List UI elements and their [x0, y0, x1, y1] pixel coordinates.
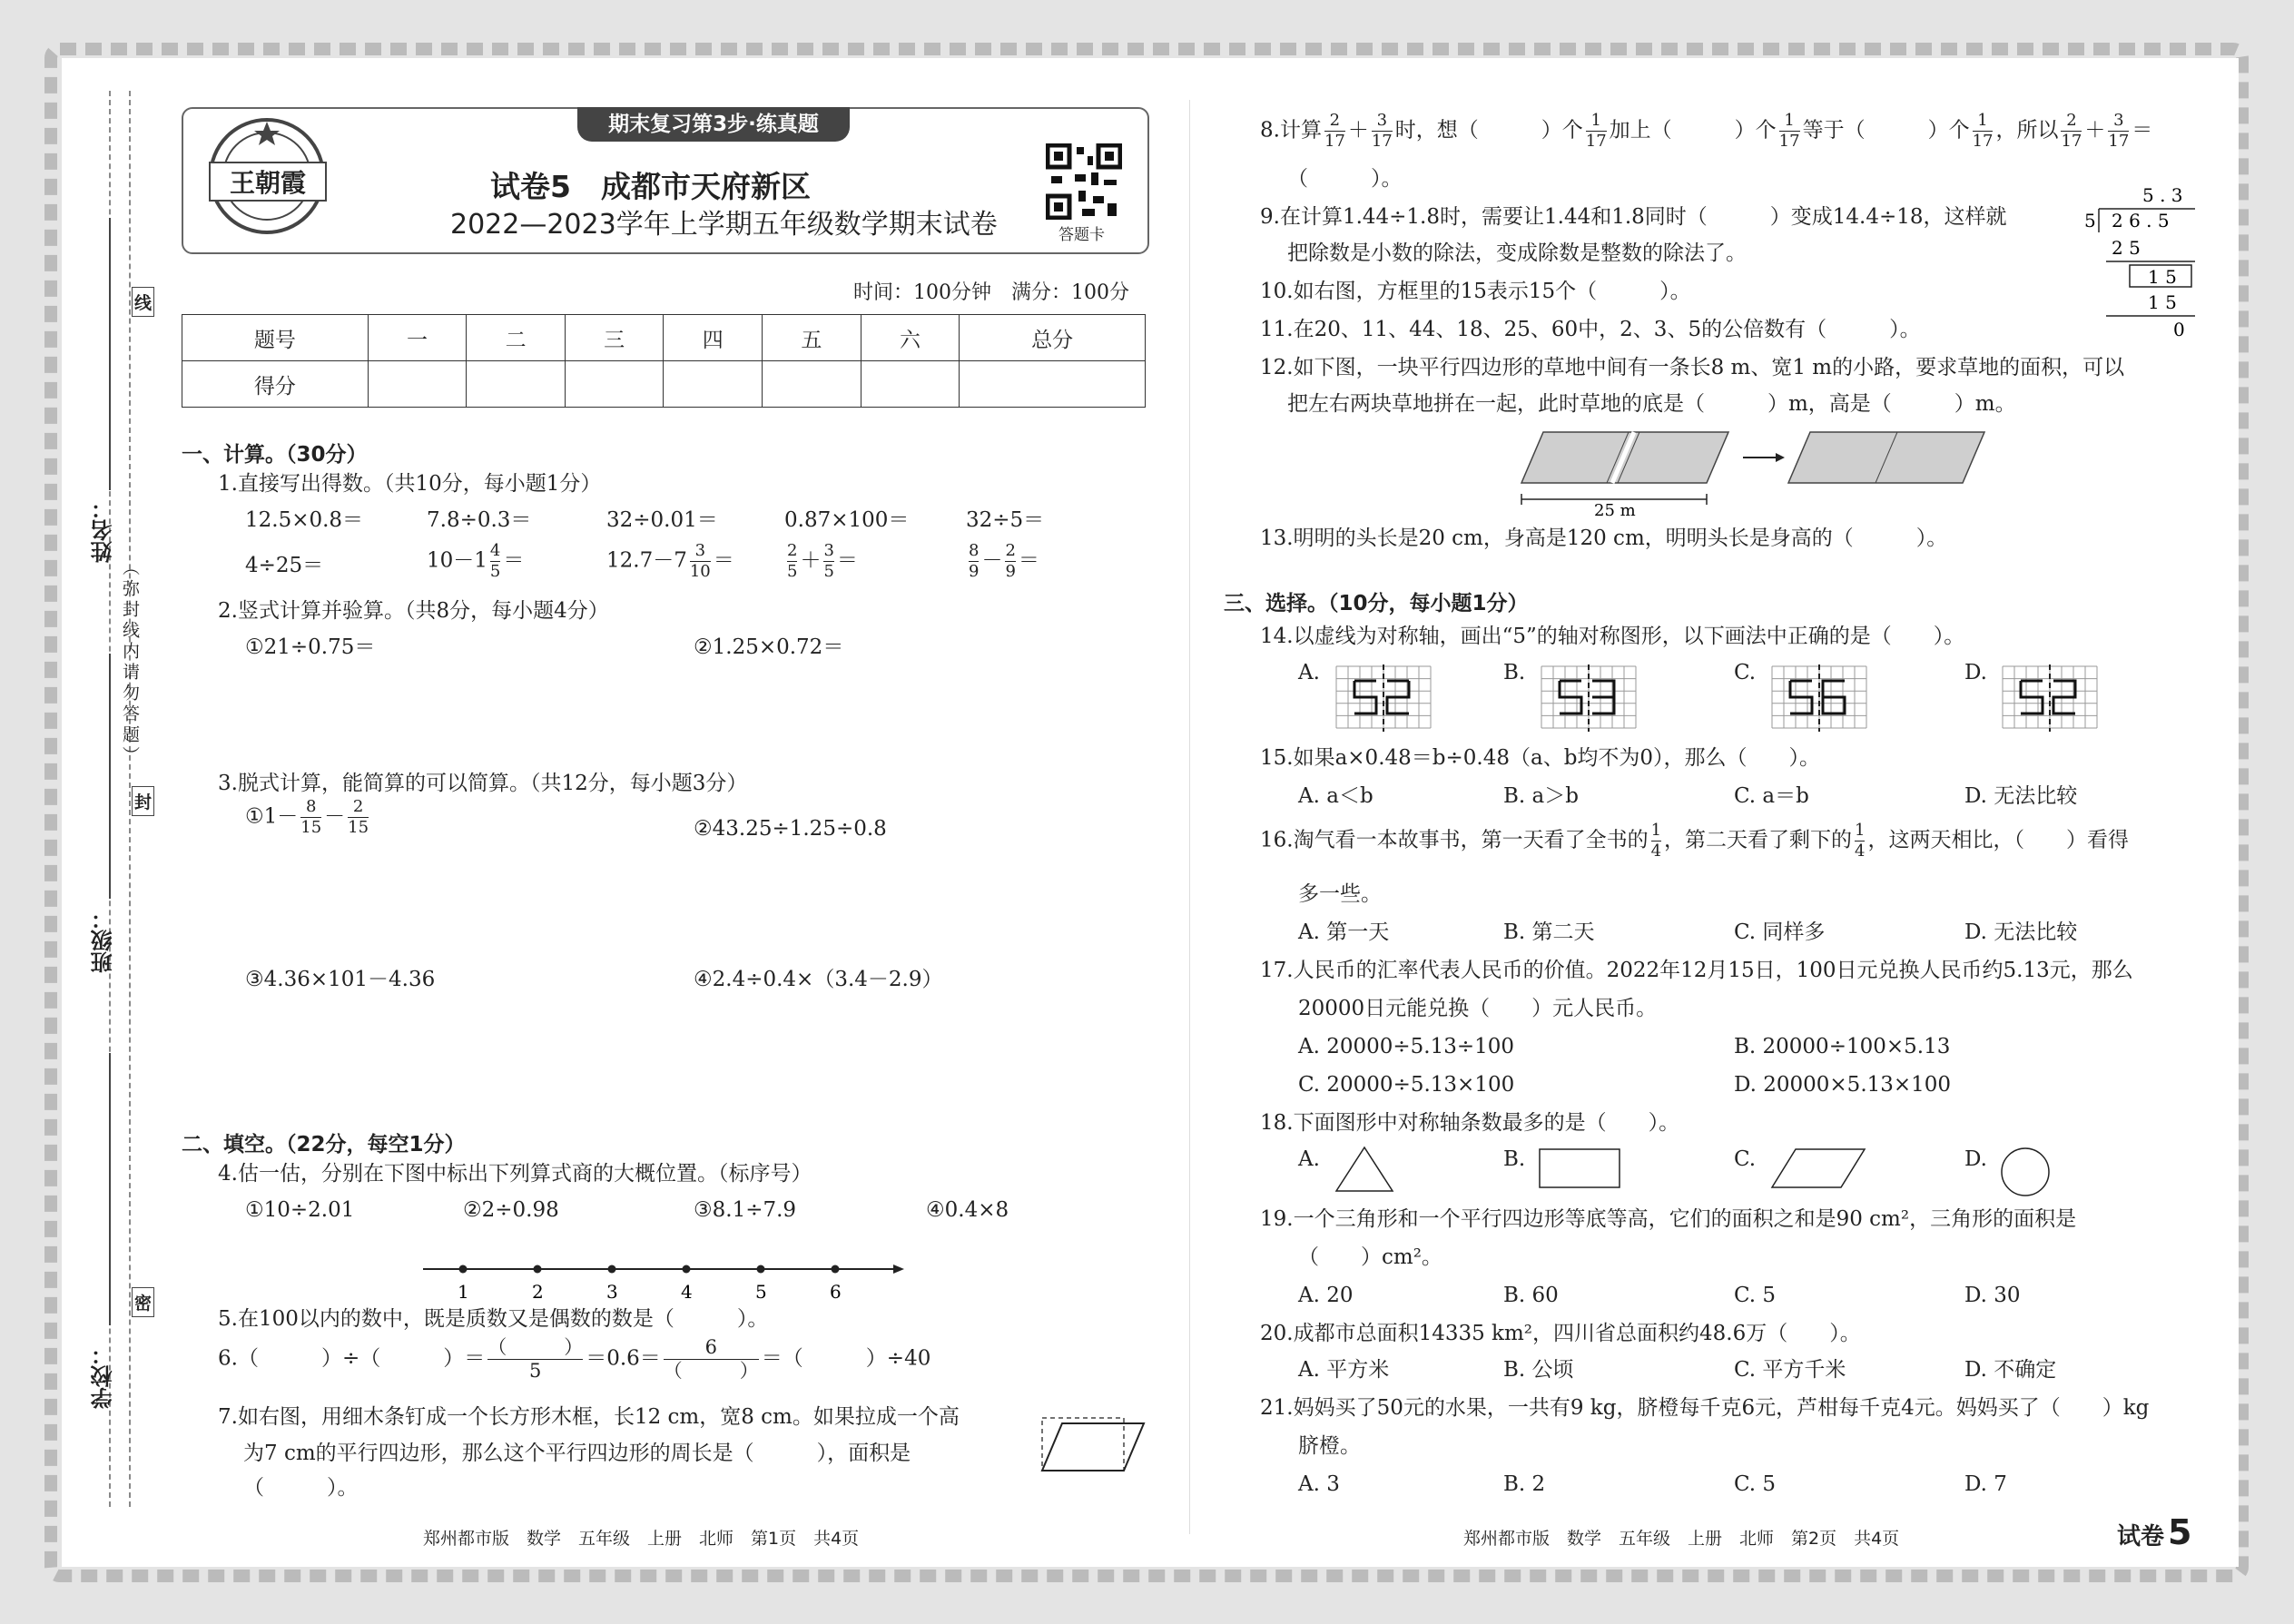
qr-label: 答题卡 [1058, 226, 1105, 244]
score-header-cell: 六 [861, 315, 960, 361]
score-cell[interactable] [565, 361, 664, 408]
q4-item: ②2÷0.98 [463, 1198, 559, 1222]
q20-option[interactable]: D. 不确定 [1964, 1358, 2057, 1382]
time-info: 时间：100分钟 满分：100分 [853, 281, 1129, 304]
score-header-cell: 题号 [182, 315, 369, 361]
q17-option[interactable]: D. 20000×5.13×100 [1734, 1073, 1952, 1097]
q21-option[interactable]: B. 2 [1503, 1472, 1546, 1496]
long-division-figure [2079, 182, 2197, 341]
q20-option[interactable]: A. 平方米 [1298, 1358, 1390, 1382]
score-table-score-row [182, 361, 1146, 408]
secret-mark: 密 [132, 1287, 154, 1317]
q14-option-label[interactable]: B. [1503, 661, 1526, 684]
number-line-point [459, 1265, 468, 1274]
number-line-point [534, 1265, 542, 1274]
score-row-label: 得分 [182, 361, 369, 408]
q21-option[interactable]: D. 7 [1964, 1472, 2007, 1496]
triangle-icon[interactable] [1333, 1144, 1396, 1195]
score-table-header-row [182, 315, 1146, 361]
q19-option[interactable]: B. 60 [1503, 1284, 1559, 1307]
score-cell[interactable] [960, 361, 1146, 408]
question-7-line2: 为7 cm的平行四边形，那么这个平行四边形的周长是（ ），面积是 [243, 1442, 911, 1465]
q16-option[interactable]: A. 第一天 [1298, 920, 1390, 944]
q18-option[interactable]: A. [1298, 1147, 1320, 1171]
q1-item: 7.8÷0.3＝ [427, 508, 532, 532]
number-line-point [757, 1265, 765, 1274]
number-line-tick-label: 4 [681, 1281, 693, 1303]
q1-item: 4÷25＝ [245, 554, 324, 577]
question-3: 3.脱式计算，能简算的可以简算。（共12分，每小题3分） [218, 772, 748, 795]
division-boxed-row: 1 5 [2148, 266, 2177, 288]
division-quotient: 5 . 3 [2142, 184, 2183, 206]
number-line-point [683, 1265, 691, 1274]
score-cell[interactable] [861, 361, 960, 408]
exam-badge [2117, 1512, 2191, 1552]
q4-item: ①10÷2.01 [245, 1198, 355, 1222]
name-label: 姓名： [91, 497, 116, 563]
division-dividend: 2 6 . 5 [2112, 210, 2170, 231]
number-line-tick-label: 6 [830, 1281, 842, 1303]
score-header-cell: 五 [763, 315, 861, 361]
q1-item: 32÷5＝ [966, 508, 1045, 532]
q21-option[interactable]: A. 3 [1298, 1472, 1340, 1496]
question-20: 20.成都市总面积14335 km²，四川省总面积约48.6万（ ）。 [1260, 1322, 1861, 1345]
q17-option[interactable]: B. 20000÷100×5.13 [1734, 1035, 1951, 1058]
exam-title: 试卷5 成都市天府新区 [490, 169, 811, 204]
q17-option[interactable]: A. 20000÷5.13÷100 [1298, 1035, 1515, 1058]
division-divisor: 5 [2084, 210, 2096, 231]
question-16-line2: 多一些。 [1298, 882, 1382, 906]
q14-option-label[interactable]: C. [1734, 661, 1757, 684]
question-18: 18.下面图形中对称轴条数最多的是（ ）。 [1260, 1111, 1680, 1135]
q16-option[interactable]: B. 第二天 [1503, 920, 1595, 944]
q1-item: 0.87×100＝ [784, 508, 910, 532]
question-12-line2: 把左右两块草地拼在一起，此时草地的底是（ ）m，高是（ ）m。 [1287, 392, 2016, 416]
number-line [418, 1253, 908, 1307]
number-line-tick-label: 3 [606, 1281, 618, 1303]
q19-option[interactable]: C. 5 [1734, 1284, 1777, 1307]
question-7-line3: （ ）。 [243, 1476, 359, 1500]
score-table [182, 314, 1146, 408]
name-field[interactable] [109, 218, 111, 490]
q7-frame-figure [1039, 1412, 1147, 1476]
q14-option-label[interactable]: D. [1964, 661, 1987, 684]
logo-text: 王朝霞 [209, 162, 327, 202]
number-line-tick-label: 1 [458, 1281, 469, 1303]
section-1-title: 一、计算。（30分） [182, 443, 368, 467]
q3-item: ②43.25÷1.25÷0.8 [694, 817, 887, 841]
right-footer: 郑州都市版 数学 五年级 上册 北师 第2页 共4页 [1463, 1529, 1900, 1549]
question-17-line2: 20000日元能兑换（ ）元人民币。 [1298, 997, 1658, 1020]
class-field[interactable] [109, 654, 111, 899]
q12-length-label: 25 m [1594, 501, 1636, 517]
number-line-point [608, 1265, 616, 1274]
question-6: 6.（ ）÷（ ）＝ $\frac{( )}{5}$ ＝0.6＝ $\frac{6}{( )}$ ＝（ ）÷40 [218, 1336, 931, 1382]
q3-item: ③4.36×101－4.36 [245, 968, 436, 991]
question-17-line1: 17.人民币的汇率代表人民币的价值。2022年12月15日，100日元兑换人民币约5.13元，那么 [1260, 959, 2133, 982]
question-19-line1: 19.一个三角形和一个平行四边形等底等高，它们的面积之和是90 cm²，三角形的面积是 [1260, 1207, 2077, 1231]
left-footer: 郑州都市版 数学 五年级 上册 北师 第1页 共4页 [423, 1529, 860, 1549]
q15-option[interactable]: A. a＜b [1298, 784, 1373, 808]
q21-option[interactable]: C. 5 [1734, 1472, 1777, 1496]
question-8-line2: （ ）。 [1287, 167, 1403, 191]
rectangle-icon[interactable] [1538, 1146, 1623, 1191]
division-row: 1 5 [2148, 291, 2177, 313]
q1-item-frac: $\frac{2}{5}$ ＋ $\frac{3}{5}$ ＝ [787, 541, 858, 581]
q15-option[interactable]: B. a＞b [1503, 784, 1579, 808]
parallelogram-icon[interactable] [1768, 1146, 1868, 1191]
q3-item: ①1－ $\frac{8}{15}$ － $\frac{2}{15}$ [245, 797, 369, 837]
seal-mark: 封 [132, 786, 154, 816]
q16-option[interactable]: D. 无法比较 [1964, 920, 2078, 944]
seal-note: （弥封线内请勿答题） [120, 558, 140, 767]
question-21-line2: 脐橙。 [1298, 1434, 1361, 1458]
q3-item: ④2.4÷0.4×（3.4－2.9） [694, 968, 943, 991]
banner: 期末复习第3步·练真题 [577, 107, 850, 142]
q19-option[interactable]: A. 20 [1298, 1284, 1354, 1307]
score-cell[interactable] [664, 361, 763, 408]
q15-option[interactable]: D. 无法比较 [1964, 784, 2078, 808]
division-remainder: 0 [2173, 319, 2185, 340]
question-21-line1: 21.妈妈买了50元的水果，一共有9 kg，脐橙每千克6元，芦柑每千克4元。妈妈买了（ ）kg [1260, 1396, 2150, 1420]
q15-option[interactable]: C. a＝b [1734, 784, 1809, 808]
q1-item: 12.5×0.8＝ [245, 508, 364, 532]
q20-option[interactable]: C. 平方千米 [1734, 1358, 1846, 1382]
question-15: 15.如果a×0.48＝b÷0.48（a、b均不为0），那么（ ）。 [1260, 746, 1821, 770]
number-line-tick-label: 5 [755, 1281, 767, 1303]
section-2-title: 二、填空。（22分，每空1分） [182, 1133, 466, 1156]
q4-item: ③8.1÷7.9 [694, 1198, 797, 1222]
section-3-title: 三、选择。（10分，每小题1分） [1224, 592, 1529, 615]
q1-item: 32÷0.01＝ [606, 508, 718, 532]
question-14: 14.以虚线为对称轴，画出“5”的轴对称图形，以下画法中正确的是（ ）。 [1260, 625, 1965, 648]
question-8: 8.计算 $\frac{2}{17}$ ＋ $\frac{3}{17}$ 时，想（ ）个 $\frac{1}{17}$ 加上（ ）个 $\frac{1}{17}$ 等于（ ）个 $\frac{1}{17}$ ，所以 $\frac{2}{17}$ ＋ $\frac{3}{17}$ ＝ [1260, 111, 2153, 151]
question-7-line1: 7.如右图，用细木条钉成一个长方形木框，长12 cm，宽8 cm。如果拉成一个高 [218, 1405, 960, 1429]
question-1: 1.直接写出得数。（共10分，每小题1分） [218, 472, 602, 496]
qr-code-icon[interactable] [1046, 143, 1122, 220]
class-label: 班级： [91, 908, 116, 973]
q1-item-frac: 12.7－7 $\frac{3}{10}$ ＝ [606, 541, 734, 581]
q12-grass-figure [1516, 427, 1988, 517]
q14-digit-grid-icon[interactable] [1770, 664, 1870, 732]
circle-icon[interactable] [1999, 1146, 2052, 1198]
q18-option[interactable]: D. [1964, 1147, 1987, 1171]
q20-option[interactable]: B. 公顷 [1503, 1358, 1574, 1382]
number-line-point [832, 1265, 840, 1274]
q19-option[interactable]: D. 30 [1964, 1284, 2021, 1307]
q1-item-frac: $\frac{8}{9}$ － $\frac{2}{9}$ ＝ [969, 541, 1039, 581]
q4-item: ④0.4×8 [926, 1198, 1009, 1222]
q17-option[interactable]: C. 20000÷5.13×100 [1298, 1073, 1515, 1097]
badge-label: 试卷 [2117, 1523, 2165, 1550]
q16-option[interactable]: C. 同样多 [1734, 920, 1826, 944]
question-19-line2: （ ）cm²。 [1298, 1245, 1442, 1269]
q2-item: ②1.25×0.72＝ [694, 635, 844, 659]
question-11: 11.在20、11、44、18、25、60中，2、3、5的公倍数有（ ）。 [1260, 318, 1921, 341]
score-header-cell: 一 [368, 315, 467, 361]
question-16: 16.淘气看一本故事书，第一天看了全书的 $\frac{1}{4}$ ，第二天看了剩下的 $\frac{1}{4}$ ，这两天相比，（ ）看得 [1260, 821, 2129, 861]
number-line-tick-label: 2 [532, 1281, 544, 1303]
score-cell[interactable] [368, 361, 467, 408]
score-header-cell: 总分 [960, 315, 1146, 361]
score-header-cell: 三 [565, 315, 664, 361]
q14-option-label[interactable]: A. [1298, 661, 1320, 684]
q18-option[interactable]: C. [1734, 1147, 1757, 1171]
q14-digit-grid-icon[interactable] [1540, 664, 1639, 732]
q2-item: ①21÷0.75＝ [245, 635, 376, 659]
score-header-cell: 二 [467, 315, 566, 361]
division-row: 2 5 [2112, 237, 2141, 259]
question-10: 10.如右图，方框里的15表示15个（ ）。 [1260, 280, 1691, 303]
school-label: 学校： [91, 1343, 116, 1409]
score-cell[interactable] [467, 361, 566, 408]
page-divider [1189, 100, 1190, 1534]
q18-option[interactable]: B. [1503, 1147, 1526, 1171]
question-4: 4.估一估，分别在下图中标出下列算式商的大概位置。（标序号） [218, 1162, 812, 1186]
q14-digit-grid-icon[interactable] [2001, 664, 2101, 732]
question-9-line2: 把除数是小数的除法，变成除数是整数的除法了。 [1287, 241, 1747, 265]
score-cell[interactable] [763, 361, 861, 408]
question-9-line1: 9.在计算1.44÷1.8时，需要让1.44和1.8同时（ ）变成14.4÷18，这样就 [1260, 205, 2007, 229]
q14-digit-grid-icon[interactable] [1334, 664, 1434, 732]
exam-subtitle: 2022—2023学年上学期五年级数学期末试卷 [450, 209, 998, 241]
score-header-cell: 四 [664, 315, 763, 361]
badge-number: 5 [2168, 1512, 2192, 1552]
question-5: 5.在100以内的数中，既是质数又是偶数的数是（ ）。 [218, 1307, 769, 1331]
question-12-line1: 12.如下图，一块平行四边形的草地中间有一条长8 m、宽1 m的小路，要求草地的面积，可以 [1260, 356, 2125, 379]
question-2: 2.竖式计算并验算。（共8分，每小题4分） [218, 599, 609, 623]
line-mark: 线 [132, 287, 154, 317]
question-13: 13.明明的头长是20 cm，身高是120 cm，明明头长是身高的（ ）。 [1260, 527, 1948, 550]
school-field[interactable] [109, 1053, 111, 1325]
q1-item-frac: 10－1 $\frac{4}{5}$ ＝ [427, 541, 525, 581]
